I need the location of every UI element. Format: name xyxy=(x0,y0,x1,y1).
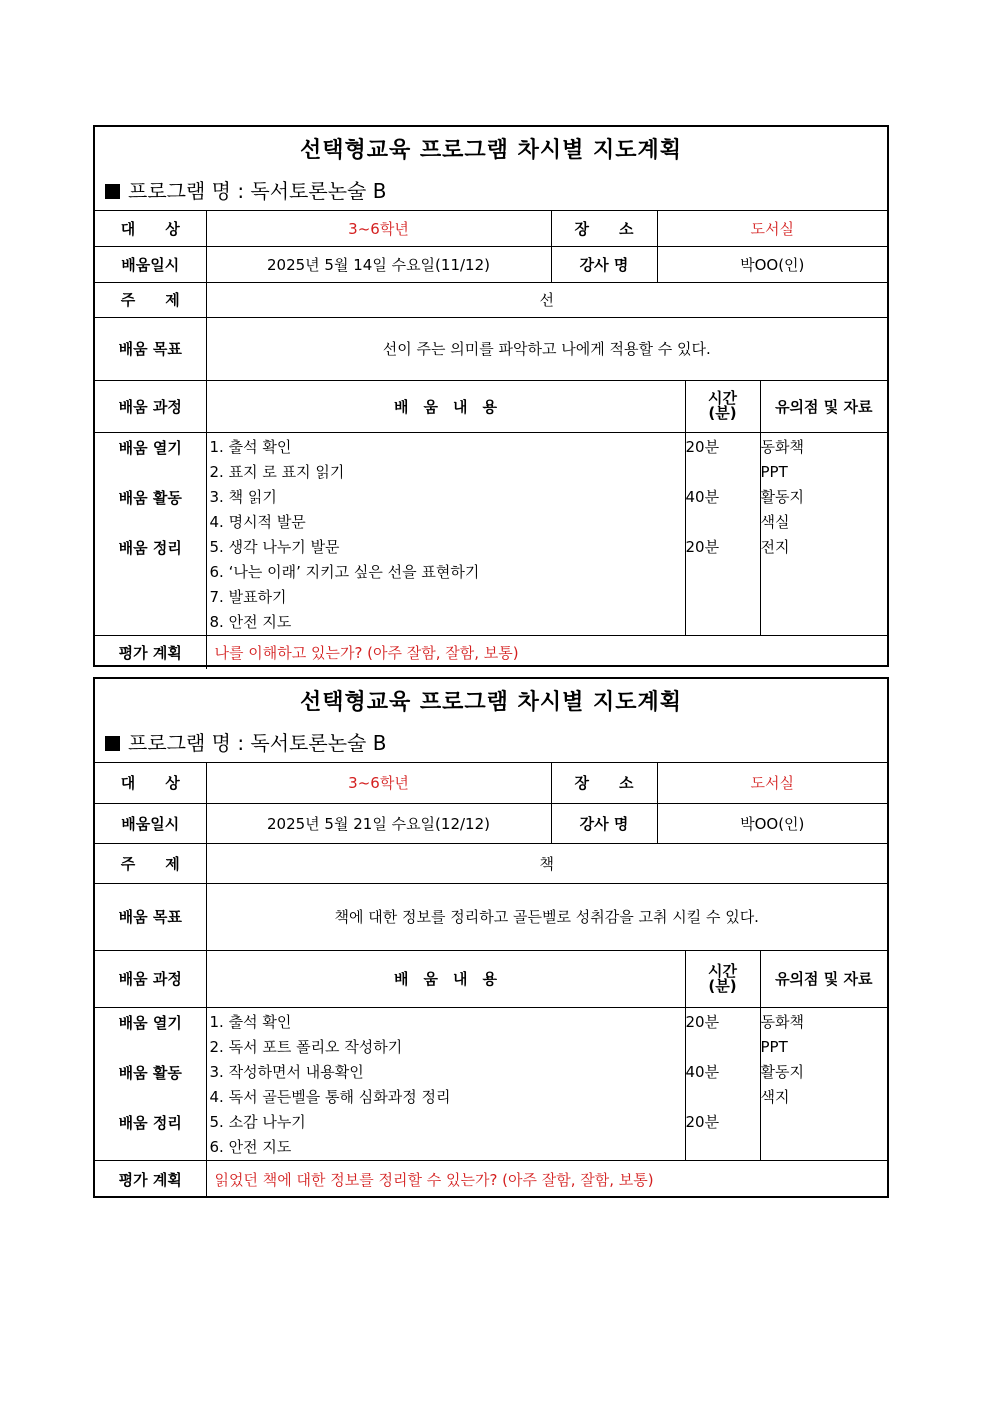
plan-header xyxy=(95,679,887,763)
material-item: 활동지 xyxy=(760,487,804,506)
materials-cell xyxy=(760,1007,887,1160)
material-item: 색지 xyxy=(760,1087,790,1106)
place-label: 장 소 xyxy=(551,211,657,246)
program-name: 프로그램 명 : 독서토론논술 B xyxy=(128,179,387,203)
instructor-label: 강사 명 xyxy=(551,803,657,843)
evaluation-label: 평가 계획 xyxy=(95,1160,206,1198)
material-item: 활동지 xyxy=(760,1062,804,1081)
stage-label: 배움 정리 xyxy=(118,1113,182,1132)
document-title: 선택형교육 프로그램 차시별 지도계획 xyxy=(299,138,682,163)
time-value: 20분 xyxy=(685,437,720,456)
list-item: 4. 명시적 발문 xyxy=(209,512,306,531)
place-value: 도서실 xyxy=(657,763,887,803)
target-label: 대 상 xyxy=(95,763,206,803)
topic-value: 책 xyxy=(206,843,887,883)
time-value: 40분 xyxy=(685,1062,720,1081)
material-item: PPT xyxy=(760,1037,788,1056)
materials-header: 유의점 및 자료 xyxy=(760,950,887,1007)
material-item: 동화책 xyxy=(760,1012,804,1031)
goal-value: 책에 대한 정보를 정리하고 골든벨로 성취감을 고취 시킬 수 있다. xyxy=(206,883,887,950)
time-value: 20분 xyxy=(685,537,720,556)
lesson-plan-1 xyxy=(93,125,889,667)
goal-value: 선이 주는 의미를 파악하고 나에게 적용할 수 있다. xyxy=(206,317,887,380)
list-item: 1. 출석 확인 xyxy=(209,1012,292,1031)
material-item: 동화책 xyxy=(760,437,804,456)
document-title: 선택형교육 프로그램 차시별 지도계획 xyxy=(299,690,682,715)
datetime-label: 배움일시 xyxy=(95,803,206,843)
stage-label: 배움 열기 xyxy=(118,438,182,457)
materials-cell xyxy=(760,432,887,635)
stages-cell xyxy=(95,432,206,635)
datetime-label: 배움일시 xyxy=(95,246,206,282)
topic-label: 주 제 xyxy=(95,282,206,317)
instructor-value: 박OO(인) xyxy=(657,246,887,282)
place-value: 도서실 xyxy=(657,211,887,246)
list-item: 4. 독서 골든벨을 통해 심화과정 정리 xyxy=(209,1087,451,1106)
material-item: PPT xyxy=(760,462,788,481)
evaluation-value: 읽었던 책에 대한 정보를 정리할 수 있는가? (아주 잘함, 잘함, 보통) xyxy=(206,1160,887,1198)
plan-table xyxy=(95,211,887,669)
list-item: 8. 안전 지도 xyxy=(209,612,292,631)
list-item: 1. 출석 확인 xyxy=(209,437,292,456)
list-item: 3. 책 읽기 xyxy=(209,487,277,506)
time-value: 40분 xyxy=(685,487,720,506)
time-value: 20분 xyxy=(685,1012,720,1031)
time-header: 시간 (분) xyxy=(685,950,760,1007)
steps-cell xyxy=(206,432,685,635)
stage-label: 배움 활동 xyxy=(118,488,182,507)
place-label: 장 소 xyxy=(551,763,657,803)
time-value: 20분 xyxy=(685,1112,720,1131)
goal-label: 배움 목표 xyxy=(95,317,206,380)
goal-label: 배움 목표 xyxy=(95,883,206,950)
times-cell xyxy=(685,1007,760,1160)
topic-value: 선 xyxy=(206,282,887,317)
black-square-icon xyxy=(105,736,120,751)
evaluation-label: 평가 계획 xyxy=(95,635,206,669)
target-value: 3~6학년 xyxy=(206,763,551,803)
target-label: 대 상 xyxy=(95,211,206,246)
evaluation-value: 나를 이해하고 있는가? (아주 잘함, 잘함, 보통) xyxy=(206,635,887,669)
list-item: 2. 표지 로 표지 읽기 xyxy=(209,462,345,481)
lesson-plan-2 xyxy=(93,677,889,1198)
datetime-value: 2025년 5월 14일 수요일(11/12) xyxy=(206,246,551,282)
materials-header: 유의점 및 자료 xyxy=(760,380,887,432)
list-item: 6. 안전 지도 xyxy=(209,1137,292,1156)
plan-header xyxy=(95,127,887,211)
content-header: 배 움 내 용 xyxy=(206,380,685,432)
plan-table xyxy=(95,763,887,1198)
stage-label: 배움 열기 xyxy=(118,1013,182,1032)
list-item: 7. 발표하기 xyxy=(209,587,287,606)
target-value: 3~6학년 xyxy=(206,211,551,246)
list-item: 2. 독서 포트 폴리오 작성하기 xyxy=(209,1037,403,1056)
process-label: 배움 과정 xyxy=(95,380,206,432)
stages-cell xyxy=(95,1007,206,1160)
stage-label: 배움 정리 xyxy=(118,538,182,557)
material-item: 전지 xyxy=(760,537,790,556)
topic-label: 주 제 xyxy=(95,843,206,883)
program-name: 프로그램 명 : 독서토론논술 B xyxy=(128,731,387,755)
instructor-value: 박OO(인) xyxy=(657,803,887,843)
process-label: 배움 과정 xyxy=(95,950,206,1007)
program-name-line xyxy=(105,175,386,204)
material-item: 색실 xyxy=(760,512,790,531)
times-cell xyxy=(685,432,760,635)
datetime-value: 2025년 5월 21일 수요일(12/12) xyxy=(206,803,551,843)
program-name-line xyxy=(105,727,386,756)
time-header: 시간 (분) xyxy=(685,380,760,432)
stage-label: 배움 활동 xyxy=(118,1063,182,1082)
content-header: 배 움 내 용 xyxy=(206,950,685,1007)
list-item: 3. 작성하면서 내용확인 xyxy=(209,1062,364,1081)
list-item: 5. 생각 나누기 발문 xyxy=(209,537,340,556)
list-item: 6. ‘나는 이래’ 지키고 싶은 선을 표현하기 xyxy=(209,562,480,581)
steps-cell xyxy=(206,1007,685,1160)
list-item: 5. 소감 나누기 xyxy=(209,1112,306,1131)
black-square-icon xyxy=(105,184,120,199)
instructor-label: 강사 명 xyxy=(551,246,657,282)
